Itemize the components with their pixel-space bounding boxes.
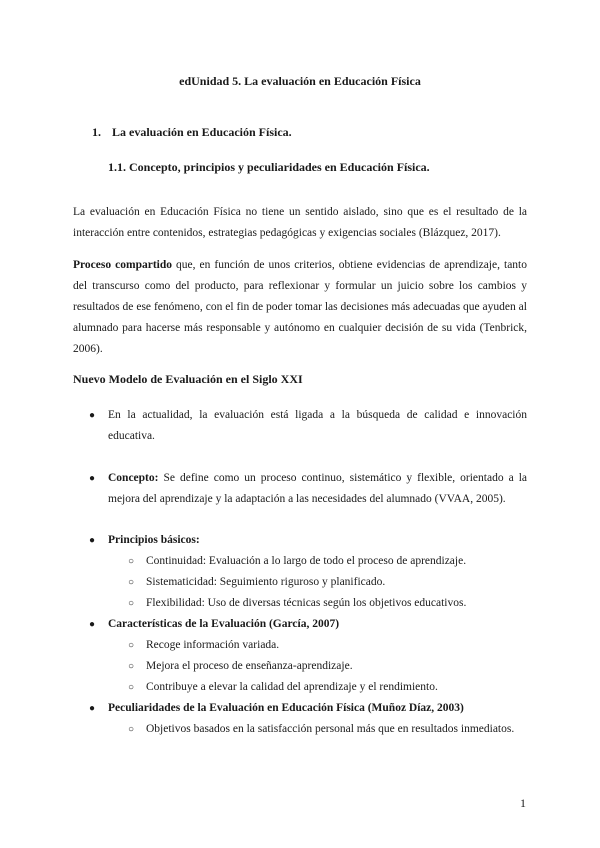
list-item-text: Principios básicos: (108, 534, 200, 546)
sub-list-item-text: Mejora el proceso de enseñanza-aprendizaje. (146, 660, 353, 672)
concept-text: Se define como un proceso continuo, sistemático y flexible, orientado a la mejora del aprendizaje y la adaptación a las necesidades del alumnado (VVAA, 2005). (108, 472, 527, 505)
sub-list-item (128, 719, 527, 740)
paragraph-process-term: Proceso compartido (73, 259, 172, 271)
circle-bullet-icon: ○ (128, 724, 135, 735)
page-number: 1 (520, 796, 526, 810)
paragraph-intro: La evaluación en Educación Física no tiene un sentido aislado, sino que es el resultado de la interacción entre contenidos, estrategias pedagógicas y exigencias sociales (Blázquez, 2017). (73, 206, 527, 239)
section-heading (92, 125, 292, 140)
list-item-text (108, 468, 527, 510)
circle-bullet-icon: ○ (128, 682, 135, 693)
list-item-text: Peculiaridades de la Evaluación en Educación Física (Muñoz Díaz, 2003) (108, 702, 464, 714)
sub-list-item (128, 635, 527, 656)
model-heading: Nuevo Modelo de Evaluación en el Siglo XXI (73, 372, 303, 386)
paragraph-process (73, 255, 527, 360)
bullet-icon: ● (89, 619, 96, 630)
sub-list-item-text: Sistematicidad: Seguimiento riguroso y planificado. (146, 576, 386, 588)
circle-bullet-icon: ○ (128, 661, 135, 672)
section-heading-text: La evaluación en Educación Física. (112, 125, 292, 139)
list-item (89, 468, 527, 510)
sub-list-item-text: Recoge información variada. (146, 639, 280, 651)
section-number: 1. (92, 125, 101, 139)
circle-bullet-icon: ○ (128, 556, 135, 567)
bullet-icon: ● (89, 410, 96, 421)
sub-list-item (128, 551, 527, 572)
sub-list-item-text: Objetivos basados en la satisfacción personal más que en resultados inmediatos. (146, 723, 515, 735)
sub-list-item-text: Contribuye a elevar la calidad del aprendizaje y el rendimiento. (146, 681, 438, 693)
list-item (89, 530, 527, 551)
circle-bullet-icon: ○ (128, 577, 135, 588)
list-item-text: En la actualidad, la evaluación está ligada a la búsqueda de calidad e innovación educativa. (108, 409, 527, 442)
list-item (89, 614, 527, 635)
list-item (89, 698, 527, 719)
sub-list-item-text: Continuidad: Evaluación a lo largo de todo el proceso de aprendizaje. (146, 555, 467, 567)
bullet-icon: ● (89, 535, 96, 546)
circle-bullet-icon: ○ (128, 598, 135, 609)
list-item (89, 405, 527, 447)
list-item-text: Características de la Evaluación (García, 2007) (108, 618, 340, 630)
concept-term: Concepto: (108, 472, 159, 484)
bullet-icon: ● (89, 703, 96, 714)
sub-list-item (128, 677, 527, 698)
sub-list-item (128, 656, 527, 677)
subsection-heading: 1.1. Concepto, principios y peculiaridades en Educación Física. (108, 160, 430, 174)
document-title: edUnidad 5. La evaluación en Educación Física (179, 74, 421, 88)
circle-bullet-icon: ○ (128, 640, 135, 651)
bullet-icon: ● (89, 473, 96, 484)
sub-list-item-text: Flexibilidad: Uso de diversas técnicas según los objetivos educativos. (146, 597, 467, 609)
sub-list-item (128, 593, 527, 614)
sub-list-item (128, 572, 527, 593)
paragraph-process-text: que, en función de unos criterios, obtiene evidencias de aprendizaje, tanto del transcurso como del producto, para reflexionar y formular un juicio sobre los cambios y resultados de ese fenómeno, con el fin de poder tomar las decisiones más adecuadas que ayuden al alumnado para hacerse más responsable y autónomo en cualquier decisión de su vida (Tenbrick, 2006). (73, 259, 527, 355)
